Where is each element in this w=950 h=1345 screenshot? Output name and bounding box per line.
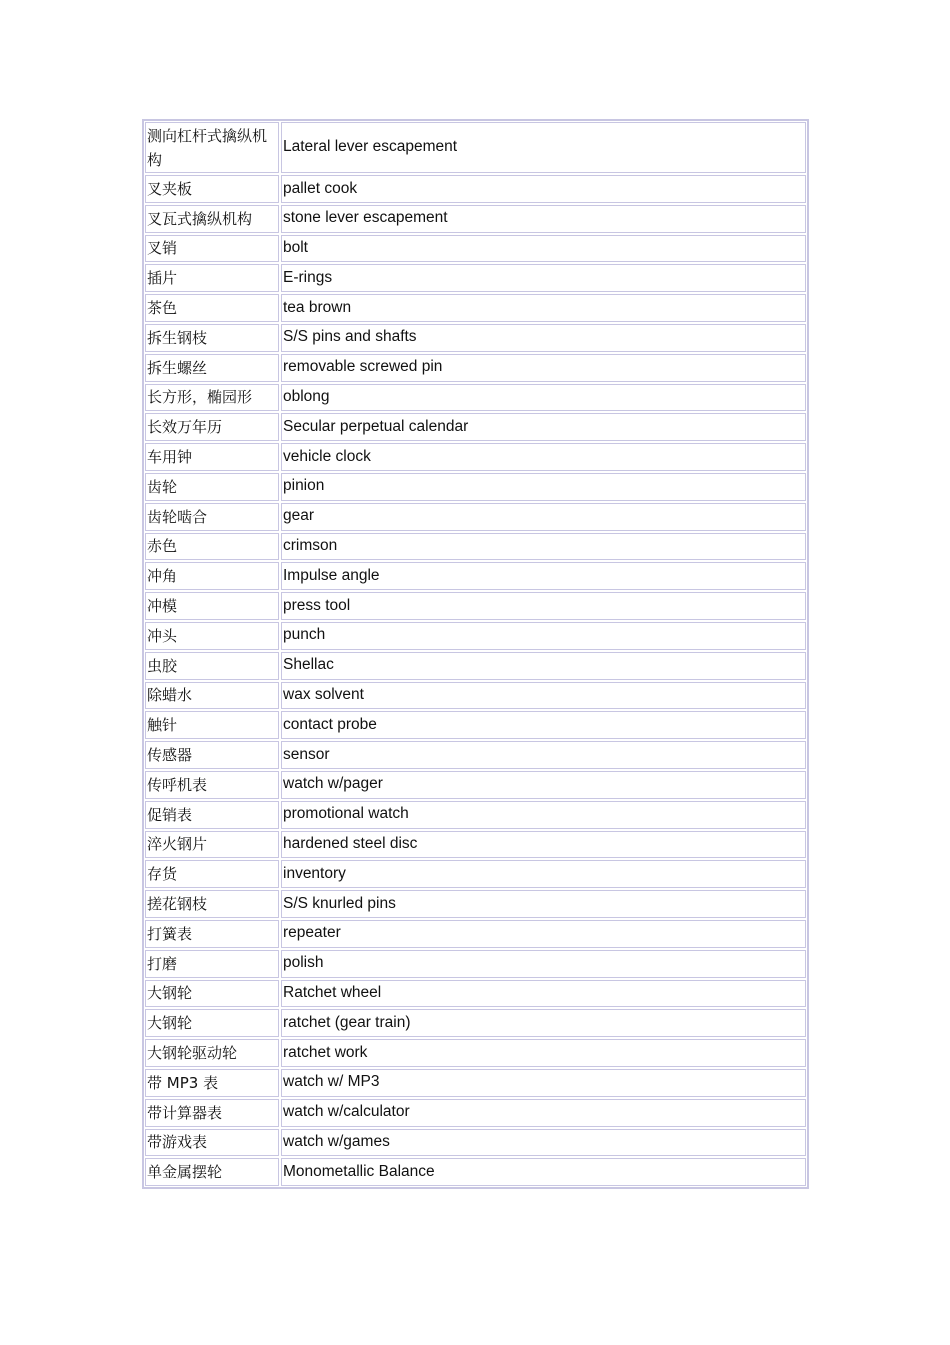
table-row	[145, 980, 806, 1008]
table-row	[145, 205, 806, 233]
chinese-term: 拆生螺丝	[145, 354, 279, 382]
chinese-term: 齿轮	[145, 473, 279, 501]
table-row	[145, 1039, 806, 1067]
glossary-table	[142, 119, 809, 1189]
table-row	[145, 920, 806, 948]
chinese-term: 传感器	[145, 741, 279, 769]
table-row	[145, 235, 806, 263]
english-term: inventory	[281, 860, 806, 888]
chinese-term: 大钢轮驱动轮	[145, 1039, 279, 1067]
english-term: wax solvent	[281, 682, 806, 710]
table-row	[145, 771, 806, 799]
table-row	[145, 562, 806, 590]
chinese-term: 拆生钢枝	[145, 324, 279, 352]
chinese-term: 搓花钢枝	[145, 890, 279, 918]
table-row	[145, 1009, 806, 1037]
chinese-term: 齿轮啮合	[145, 503, 279, 531]
chinese-term: 打簧表	[145, 920, 279, 948]
english-term: watch w/calculator	[281, 1099, 806, 1127]
english-term: Lateral lever escapement	[281, 122, 806, 173]
english-term: oblong	[281, 384, 806, 412]
table-row	[145, 175, 806, 203]
table-row	[145, 711, 806, 739]
english-term: watch w/ MP3	[281, 1069, 806, 1097]
chinese-term: 打磨	[145, 950, 279, 978]
table-row	[145, 741, 806, 769]
english-term: hardened steel disc	[281, 831, 806, 859]
english-term: Monometallic Balance	[281, 1158, 806, 1186]
chinese-term: 插片	[145, 264, 279, 292]
english-term: Shellac	[281, 652, 806, 680]
table-row	[145, 592, 806, 620]
table-row	[145, 384, 806, 412]
table-row	[145, 264, 806, 292]
chinese-term: 冲头	[145, 622, 279, 650]
english-term: sensor	[281, 741, 806, 769]
chinese-term: 测向杠杆式擒纵机构	[145, 122, 279, 173]
english-term: Secular perpetual calendar	[281, 413, 806, 441]
english-term: promotional watch	[281, 801, 806, 829]
english-term: vehicle clock	[281, 443, 806, 471]
english-term: watch w/games	[281, 1129, 806, 1157]
chinese-term: 赤色	[145, 533, 279, 561]
chinese-term: 淬火钢片	[145, 831, 279, 859]
table-row	[145, 1069, 806, 1097]
english-term: gear	[281, 503, 806, 531]
table-row	[145, 413, 806, 441]
chinese-term: 茶色	[145, 294, 279, 322]
english-term: bolt	[281, 235, 806, 263]
chinese-term: 触针	[145, 711, 279, 739]
table-row	[145, 294, 806, 322]
english-term: watch w/pager	[281, 771, 806, 799]
english-term: S/S knurled pins	[281, 890, 806, 918]
table-row	[145, 503, 806, 531]
chinese-term: 长效万年历	[145, 413, 279, 441]
english-term: Impulse angle	[281, 562, 806, 590]
english-term: pallet cook	[281, 175, 806, 203]
chinese-term: 存货	[145, 860, 279, 888]
chinese-term: 促销表	[145, 801, 279, 829]
english-term: removable screwed pin	[281, 354, 806, 382]
english-term: stone lever escapement	[281, 205, 806, 233]
english-term: crimson	[281, 533, 806, 561]
english-term: punch	[281, 622, 806, 650]
table-row	[145, 1099, 806, 1127]
english-term: E-rings	[281, 264, 806, 292]
table-row	[145, 682, 806, 710]
table-row	[145, 622, 806, 650]
english-term: repeater	[281, 920, 806, 948]
table-row	[145, 831, 806, 859]
table-row	[145, 354, 806, 382]
table-row	[145, 1158, 806, 1186]
english-term: tea brown	[281, 294, 806, 322]
english-term: S/S pins and shafts	[281, 324, 806, 352]
chinese-term: 车用钟	[145, 443, 279, 471]
table-row	[145, 473, 806, 501]
table-row	[145, 324, 806, 352]
chinese-term: 传呼机表	[145, 771, 279, 799]
chinese-term: 叉夹板	[145, 175, 279, 203]
chinese-term: 除蜡水	[145, 682, 279, 710]
english-term: press tool	[281, 592, 806, 620]
english-term: ratchet work	[281, 1039, 806, 1067]
chinese-term: 单金属摆轮	[145, 1158, 279, 1186]
chinese-term: 叉销	[145, 235, 279, 263]
table-row	[145, 443, 806, 471]
table-row	[145, 950, 806, 978]
english-term: Ratchet wheel	[281, 980, 806, 1008]
table-row	[145, 533, 806, 561]
table-row	[145, 801, 806, 829]
chinese-term: 大钢轮	[145, 1009, 279, 1037]
chinese-term: 长方形，椭园形	[145, 384, 279, 412]
table-row	[145, 890, 806, 918]
english-term: ratchet (gear train)	[281, 1009, 806, 1037]
chinese-term: 虫胶	[145, 652, 279, 680]
chinese-term: 大钢轮	[145, 980, 279, 1008]
chinese-term: 叉瓦式擒纵机构	[145, 205, 279, 233]
table-row	[145, 652, 806, 680]
english-term: polish	[281, 950, 806, 978]
chinese-term: 带游戏表	[145, 1129, 279, 1157]
english-term: contact probe	[281, 711, 806, 739]
table-row	[145, 860, 806, 888]
table-row	[145, 1129, 806, 1157]
english-term: pinion	[281, 473, 806, 501]
chinese-term: 带 MP3 表	[145, 1069, 279, 1097]
chinese-term: 带计算器表	[145, 1099, 279, 1127]
chinese-term: 冲角	[145, 562, 279, 590]
chinese-term: 冲模	[145, 592, 279, 620]
table-row	[145, 122, 806, 173]
